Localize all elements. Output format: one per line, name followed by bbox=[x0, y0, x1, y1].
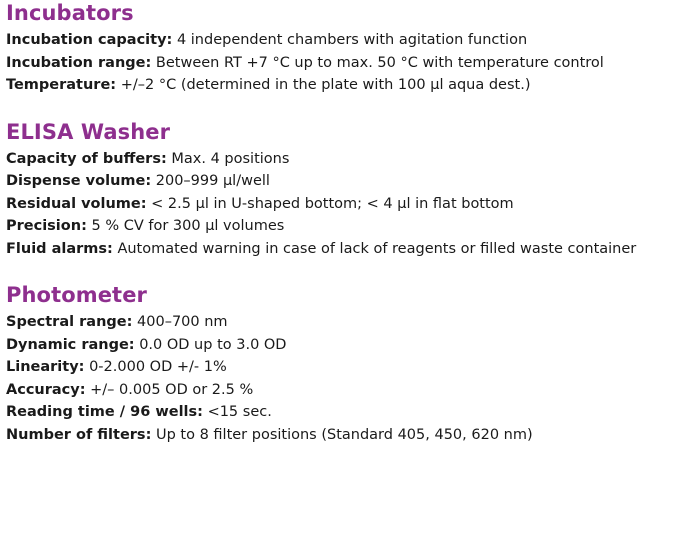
spec-list-elisa-washer bbox=[6, 148, 680, 261]
spec-label: Linearity: bbox=[6, 359, 85, 375]
spec-label: Fluid alarms: bbox=[6, 240, 113, 257]
spec-value: 200–999 µl/well bbox=[155, 173, 270, 189]
section-title-elisa-washer: ELISA Washer bbox=[6, 119, 171, 144]
spec-value: +/–2 °C (determined in the plate with 100 µl aqua dest.) bbox=[120, 77, 531, 93]
spec-list-photometer bbox=[6, 311, 680, 446]
spec-list-incubators bbox=[6, 29, 680, 97]
spec-value: Up to 8 filter positions (Standard 405, 450, 620 nm) bbox=[155, 426, 533, 443]
spec-value: 0-2.000 OD +/- 1% bbox=[89, 359, 227, 375]
spec-label: Spectral range: bbox=[6, 314, 133, 330]
spec-value: 4 independent chambers with agitation function bbox=[176, 32, 528, 48]
spec-label: Incubation capacity: bbox=[6, 32, 173, 48]
spec-row bbox=[6, 424, 680, 447]
spec-label: Incubation range: bbox=[6, 54, 152, 71]
spec-value: 5 % CV for 300 µl volumes bbox=[91, 218, 285, 234]
section-incubators bbox=[6, 0, 680, 97]
spec-label: Number of filters: bbox=[6, 426, 152, 443]
spec-value: 400–700 nm bbox=[137, 314, 228, 330]
spec-row bbox=[6, 29, 680, 52]
spec-row bbox=[6, 74, 680, 97]
spec-label: Capacity of buffers: bbox=[6, 150, 167, 167]
section-elisa-washer bbox=[6, 119, 680, 261]
section-title-photometer: Photometer bbox=[6, 283, 147, 307]
spec-row bbox=[6, 401, 680, 424]
spec-value: Between RT +7 °C up to max. 50 °C with temperature control bbox=[155, 54, 604, 71]
spec-row bbox=[6, 193, 680, 216]
spec-row bbox=[6, 52, 680, 75]
spec-value: +/– 0.005 OD or 2.5 % bbox=[90, 381, 254, 398]
spec-label: Residual volume: bbox=[6, 195, 147, 212]
spec-row bbox=[6, 379, 680, 402]
spec-value: Automated warning in case of lack of reagents or filled waste container bbox=[117, 240, 637, 257]
spec-row bbox=[6, 334, 680, 357]
spec-label: Reading time / 96 wells: bbox=[6, 404, 203, 420]
spec-row bbox=[6, 170, 680, 193]
spec-value: 0.0 OD up to 3.0 OD bbox=[139, 336, 287, 353]
section-title-incubators: Incubators bbox=[6, 1, 134, 25]
spec-row bbox=[6, 148, 680, 171]
spec-row bbox=[6, 311, 680, 334]
spec-row bbox=[6, 238, 680, 261]
spec-label: Precision: bbox=[6, 218, 87, 234]
spec-label: Temperature: bbox=[6, 77, 117, 93]
spec-row bbox=[6, 356, 680, 379]
spec-value: Max. 4 positions bbox=[171, 150, 290, 167]
spec-value: < 2.5 µl in U-shaped bottom; < 4 µl in flat bottom bbox=[151, 195, 514, 212]
spec-label: Dynamic range: bbox=[6, 336, 135, 353]
spec-value: <15 sec. bbox=[207, 404, 272, 420]
spec-row bbox=[6, 215, 680, 238]
spec-label: Dispense volume: bbox=[6, 173, 152, 189]
section-photometer bbox=[6, 282, 680, 446]
spec-label: Accuracy: bbox=[6, 381, 86, 398]
